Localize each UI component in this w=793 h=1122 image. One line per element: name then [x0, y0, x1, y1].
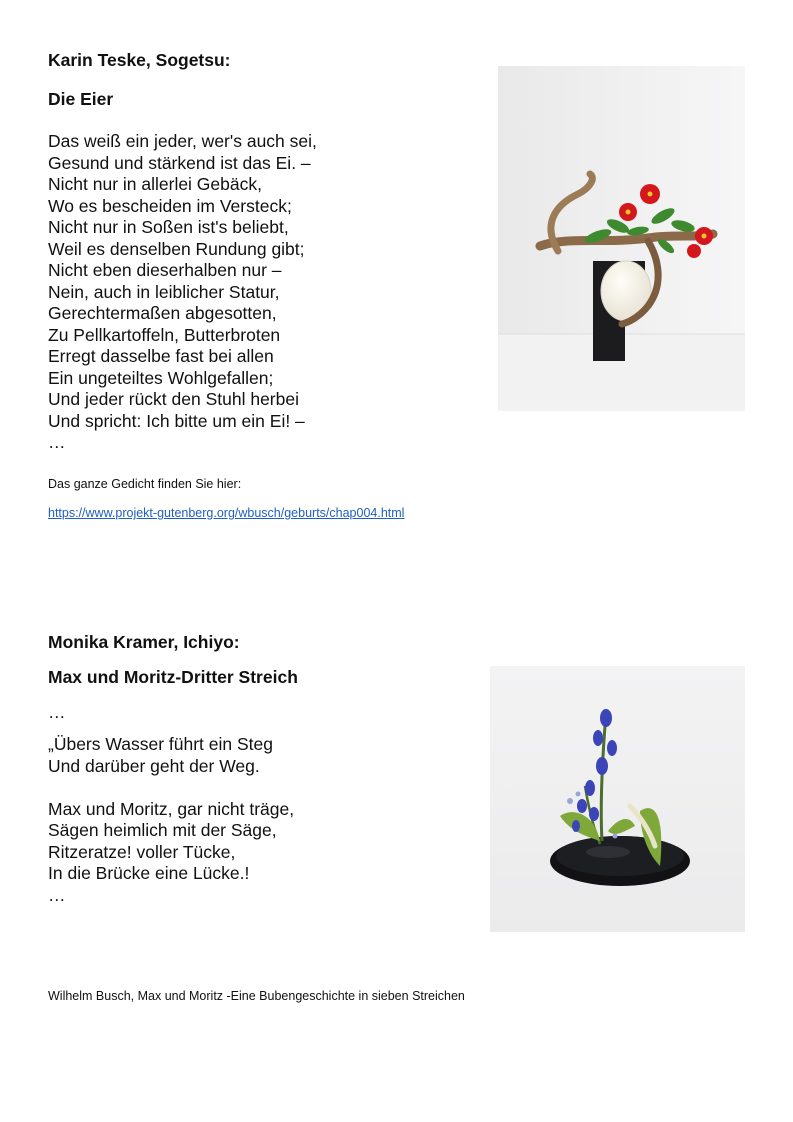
poem-line: Gesund und stärkend ist das Ei. – — [48, 152, 311, 173]
section1-title: Die Eier — [48, 89, 114, 109]
poem-line: Und jeder rückt den Stuhl herbei — [48, 389, 299, 409]
ikebana-egg-photo — [498, 66, 745, 411]
section2-author: Monika Kramer, Ichiyo: — [48, 632, 240, 652]
gutenberg-link[interactable]: https://www.projekt-gutenberg.org/wbusch/geburts/chap004.html — [48, 506, 405, 520]
poem-line: Nicht eben dieserhalben nur – — [48, 260, 282, 280]
section1-author: Karin Teske, Sogetsu: — [48, 50, 231, 70]
poem-line: Zu Pellkartoffeln, Butterbroten — [48, 324, 281, 345]
poem-line: Ein ungeteiltes Wohlgefallen; — [48, 367, 274, 388]
poem-line: Ritzeratze! voller Tücke, — [48, 841, 236, 862]
poem-line: Und darüber geht der Weg. — [48, 755, 260, 776]
section2-title: Max und Moritz-Dritter Streich — [48, 667, 298, 687]
poem-line: Max und Moritz, gar nicht träge, — [48, 798, 295, 819]
poem-line: Erregt dasselbe fast bei allen — [48, 346, 274, 366]
poem-line: In die Brücke eine Lücke.! — [48, 863, 250, 883]
poem-line: Wo es bescheiden im Versteck; — [48, 195, 292, 216]
section2-poem — [48, 734, 294, 906]
poem-line: Das weiß ein jeder, wer's auch sei, — [48, 131, 317, 151]
poem-line: „Übers Wasser führt ein Steg — [48, 734, 273, 754]
poem-note: Das ganze Gedicht finden Sie hier: — [48, 477, 242, 491]
poem-line: … — [48, 884, 66, 905]
section2-ellipsis: … — [48, 702, 66, 722]
poem-line: Und spricht: Ich bitte um ein Ei! – — [48, 410, 305, 431]
poem-line: Nicht nur in allerlei Gebäck, — [48, 174, 262, 194]
poem-line: … — [48, 432, 66, 452]
poem-line: Gerechtermaßen abgesotten, — [48, 303, 277, 323]
ikebana-gentian-photo — [490, 666, 745, 932]
poem-line: Nein, auch in leiblicher Statur, — [48, 281, 280, 302]
poem-line: Nicht nur in Soßen ist's beliebt, — [48, 217, 289, 237]
section1-poem — [48, 131, 317, 454]
poem-line: Weil es denselben Rundung gibt; — [48, 238, 305, 259]
source-credit: Wilhelm Busch, Max und Moritz -Eine Bubengeschichte in sieben Streichen — [48, 989, 465, 1003]
poem-line: Sägen heimlich mit der Säge, — [48, 820, 277, 840]
poem-line — [48, 777, 294, 799]
